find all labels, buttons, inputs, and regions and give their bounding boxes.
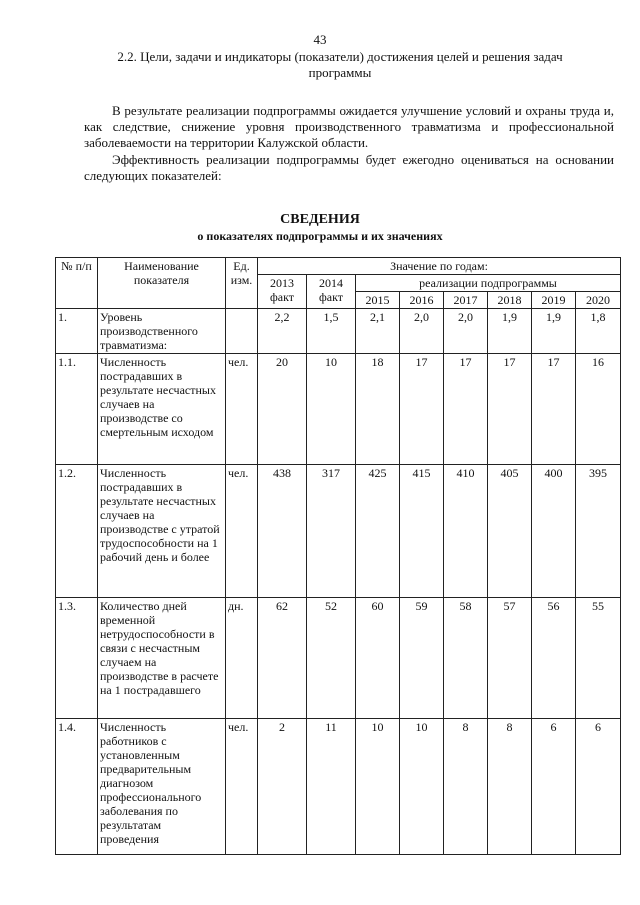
value-cell: 317 xyxy=(307,465,356,598)
value-cell: 1,5 xyxy=(307,309,356,354)
year-label: 2014 xyxy=(319,276,343,290)
row-number: 1.2. xyxy=(56,465,98,598)
row-number: 1.1. xyxy=(56,354,98,465)
value-cell: 1,8 xyxy=(576,309,621,354)
value-cell: 2,0 xyxy=(400,309,444,354)
value-cell: 8 xyxy=(488,719,532,855)
evaluation-paragraph: Эффективность реализации подпрограммы будет ежегодно оцениваться на основании следующих показателей: xyxy=(84,152,614,183)
unit-cell: чел. xyxy=(226,354,258,465)
fact-label: факт xyxy=(269,290,295,304)
value-cell: 18 xyxy=(356,354,400,465)
value-cell: 10 xyxy=(356,719,400,855)
indicator-name: Численность пострадавших в результате несчастных случаев на производстве с утратой трудоспособности на 1 рабочий день и более xyxy=(98,465,226,598)
value-cell: 52 xyxy=(307,598,356,719)
value-cell: 16 xyxy=(576,354,621,465)
value-cell: 60 xyxy=(356,598,400,719)
table-row xyxy=(56,719,621,855)
value-cell: 8 xyxy=(444,719,488,855)
value-cell: 10 xyxy=(307,354,356,465)
value-cell: 2,1 xyxy=(356,309,400,354)
header-name: Наименование показателя xyxy=(98,258,226,309)
unit-cell: чел. xyxy=(226,465,258,598)
row-number: 1.3. xyxy=(56,598,98,719)
indicator-name: Численность работников с установленным предварительным диагнозом профессионального заболевания по результатам проведения xyxy=(98,719,226,855)
header-row xyxy=(56,258,621,275)
value-cell: 400 xyxy=(532,465,576,598)
value-cell: 1,9 xyxy=(488,309,532,354)
value-cell: 415 xyxy=(400,465,444,598)
indicator-name: Количество дней временной нетрудоспособности в связи с несчастным случаем на производстве в расчете на 1 пострадавшего xyxy=(98,598,226,719)
header-year-fact xyxy=(258,275,307,309)
unit-cell: чел. xyxy=(226,719,258,855)
value-cell: 410 xyxy=(444,465,488,598)
value-cell: 57 xyxy=(488,598,532,719)
header-year: 2020 xyxy=(576,292,621,309)
header-year: 2017 xyxy=(444,292,488,309)
table-row xyxy=(56,354,621,465)
table-body xyxy=(56,309,621,855)
indicator-name: Численность пострадавших в результате несчастных случаев на производстве со смертельным исходом xyxy=(98,354,226,465)
value-cell: 10 xyxy=(400,719,444,855)
value-cell: 17 xyxy=(488,354,532,465)
value-cell: 59 xyxy=(400,598,444,719)
value-cell: 56 xyxy=(532,598,576,719)
value-cell: 17 xyxy=(532,354,576,465)
value-cell: 17 xyxy=(400,354,444,465)
value-cell: 425 xyxy=(356,465,400,598)
table-subtitle: о показателях подпрограммы и их значениях xyxy=(197,229,443,243)
table-row xyxy=(56,465,621,598)
page-number: 43 xyxy=(313,32,327,47)
section-title: 2.2. Цели, задачи и индикаторы (показатели) достижения целей и решения задач программы xyxy=(117,49,563,80)
header-unit: Ед. изм. xyxy=(226,258,258,309)
row-number: 1. xyxy=(56,309,98,354)
value-cell: 55 xyxy=(576,598,621,719)
table-row xyxy=(56,309,621,354)
header-values: Значение по годам: xyxy=(258,258,621,275)
header-year: 2019 xyxy=(532,292,576,309)
intro-paragraph: В результате реализации подпрограммы ожидается улучшение условий и охраны труда и, как следствие, снижение уровня производственного травматизма и профессиональной заболеваемости на территории Калужской области. xyxy=(84,103,614,150)
header-year-fact xyxy=(307,275,356,309)
indicator-name: Уровень производственного травматизма: xyxy=(98,309,226,354)
row-number: 1.4. xyxy=(56,719,98,855)
value-cell: 17 xyxy=(444,354,488,465)
table-title: СВЕДЕНИЯ xyxy=(280,212,360,227)
value-cell: 6 xyxy=(576,719,621,855)
header-num: № п/п xyxy=(56,258,98,309)
value-cell: 2,2 xyxy=(258,309,307,354)
value-cell: 395 xyxy=(576,465,621,598)
value-cell: 62 xyxy=(258,598,307,719)
value-cell: 405 xyxy=(488,465,532,598)
year-label: 2013 xyxy=(270,276,294,290)
value-cell: 58 xyxy=(444,598,488,719)
unit-cell xyxy=(226,309,258,354)
value-cell: 438 xyxy=(258,465,307,598)
header-year: 2015 xyxy=(356,292,400,309)
value-cell: 11 xyxy=(307,719,356,855)
indicators-table xyxy=(55,257,621,855)
value-cell: 20 xyxy=(258,354,307,465)
header-year: 2016 xyxy=(400,292,444,309)
unit-cell: дн. xyxy=(226,598,258,719)
value-cell: 1,9 xyxy=(532,309,576,354)
fact-label: факт xyxy=(318,290,344,304)
header-implementation: реализации подпрограммы xyxy=(356,275,621,292)
table-row xyxy=(56,598,621,719)
value-cell: 2 xyxy=(258,719,307,855)
value-cell: 2,0 xyxy=(444,309,488,354)
value-cell: 6 xyxy=(532,719,576,855)
header-year: 2018 xyxy=(488,292,532,309)
